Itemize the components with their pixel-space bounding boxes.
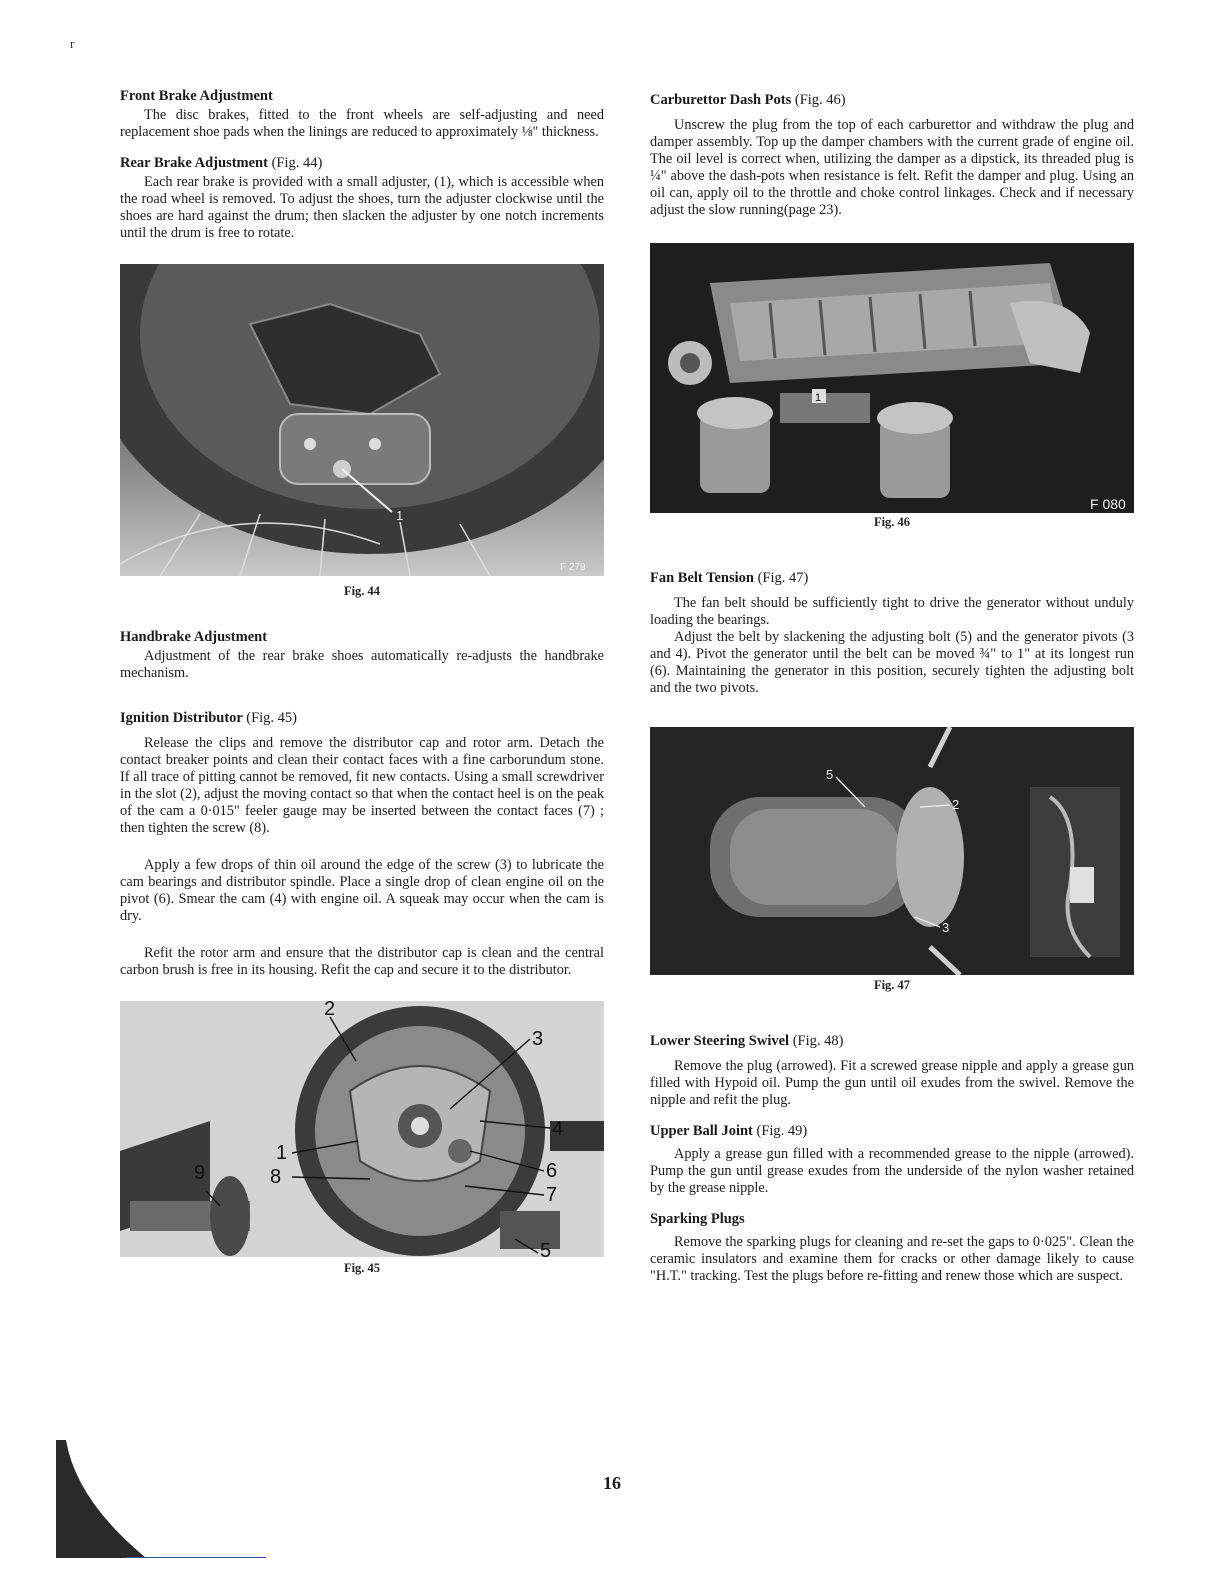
figure-caption: Fig. 46 [873, 515, 911, 529]
brake-drum-photo [120, 264, 604, 576]
generator-illustration [650, 727, 1134, 975]
figure-label: 6 [546, 1160, 558, 1182]
figure-label: 1 [396, 508, 404, 523]
section-body: Remove the sparking plugs for cleaning and re-set the gaps to 0·025". Clean the ceramic insulators and examine them for cracks or other damage likely to cause "H.T." tracking. Test the plugs before re-fitting and renew those which are suspect. [650, 1234, 1134, 1284]
figure-44 [120, 264, 604, 599]
section-upper-joint [650, 1123, 1134, 1197]
section-title: Fan Belt Tension (Fig. 47) [650, 570, 809, 586]
corner-mark: r [70, 36, 75, 51]
figure-caption: Fig. 47 [873, 978, 911, 992]
figure-label: 8 [270, 1166, 282, 1188]
figure-label: 5 [540, 1240, 552, 1257]
distributor-illustration [120, 1001, 604, 1257]
figure-45 [120, 1001, 604, 1276]
figure-label: 1 [276, 1142, 288, 1164]
section-ignition [120, 710, 604, 979]
figure-47 [650, 727, 1134, 993]
section-title: Sparking Plugs [650, 1211, 745, 1227]
section-body: The fan belt should be sufficiently tight to drive the generator without unduly loading the bearings. [650, 595, 1134, 628]
figure-label: 2 [324, 1001, 336, 1020]
section-title: Upper Ball Joint (Fig. 49) [650, 1123, 808, 1139]
distributor-photo [120, 1001, 604, 1257]
section-front-brake [120, 88, 604, 141]
figure-label: 4 [552, 1118, 564, 1140]
section-body: Apply a grease gun filled with a recommended grease to the nipple (arrowed). Pump the gun until grease exudes from the underside of the nylon washer retained by the grease nipple. [650, 1146, 1134, 1196]
section-title: Lower Steering Swivel (Fig. 48) [650, 1033, 844, 1049]
section-title: Carburettor Dash Pots (Fig. 46) [650, 92, 846, 108]
page-number: 16 [603, 1473, 621, 1493]
figure-label: 3 [942, 920, 950, 935]
figure-label: 5 [826, 767, 834, 782]
carburettor-illustration [650, 243, 1134, 513]
figure-code: F 080 [1090, 496, 1126, 512]
figure-label: 2 [952, 797, 960, 812]
section-body: The disc brakes, fitted to the front wheels are self-adjusting and need replacement shoe pads when the linings are reduced to approximately ⅛" thickness. [120, 107, 604, 140]
section-handbrake [120, 629, 604, 682]
generator-photo [650, 727, 1134, 975]
section-title: Handbrake Adjustment [120, 629, 268, 645]
section-carburettor [650, 92, 1134, 219]
figure-caption: Fig. 44 [343, 584, 381, 598]
section-title: Rear Brake Adjustment (Fig. 44) [120, 155, 323, 171]
bottom-rule [126, 1557, 266, 1558]
section-title: Front Brake Adjustment [120, 88, 273, 104]
figure-label: 9 [194, 1162, 206, 1184]
section-body: Release the clips and remove the distributor cap and rotor arm. Detach the contact breaker points and clean their contact faces with a fine carborundum stone. If all trace of pitting cannot be removed, fit new contacts. Using a small screwdriver in the slot (2), adjust the moving contact so that when the contact heel is on the peak of the cam a 0·015" feeler gauge may be inserted between the contact faces (7) ; then tighten the screw (8). [120, 735, 604, 836]
figure-code: F 279 [560, 562, 586, 573]
section-body: Adjust the belt by slackening the adjusting bolt (5) and the generator pivots (3 and 4). Pivot the generator until the belt can be moved ¾" to 1" at its longest run (6). Maintaining the generator in this position, securely tighten the adjusting bolt and the two pivots. [650, 629, 1134, 696]
figure-label: 1 [815, 392, 822, 404]
figure-label: 7 [546, 1184, 558, 1206]
section-fan-belt [650, 570, 1134, 697]
figure-46 [650, 243, 1134, 530]
section-lower-swivel [650, 1033, 1134, 1109]
carburettor-photo [650, 243, 1134, 513]
section-title: Ignition Distributor (Fig. 45) [120, 710, 297, 726]
right-column [650, 92, 1134, 1299]
section-body: Adjustment of the rear brake shoes automatically re-adjusts the handbrake mechanism. [120, 648, 604, 681]
section-body: Apply a few drops of thin oil around the edge of the screw (3) to lubricate the cam bearings and distributor spindle. Place a single drop of clean engine oil on the pivot (6). Smear the cam (4) with engine oil. A squeak may occur when the cam is dry. [120, 857, 604, 924]
figure-label: 3 [532, 1028, 544, 1050]
section-rear-brake [120, 155, 604, 242]
section-sparking-plugs [650, 1211, 1134, 1285]
section-body: Remove the plug (arrowed). Fit a screwed grease nipple and apply a grease gun filled with Hypoid oil. Pump the gun until oil exudes from the swivel. Remove the nipple and refit the plug. [650, 1058, 1134, 1108]
scan-edge-shadow [56, 1440, 146, 1560]
figure-caption: Fig. 45 [343, 1261, 381, 1275]
section-body: Unscrew the plug from the top of each carburettor and withdraw the plug and damper assembly. Top up the damper chambers with the current grade of engine oil. The oil level is correct when, utilizing the damper as a dipstick, its threaded plug is ¼" above the dash-pots when resistance is felt. Refit the damper and plug. Using an oil can, apply oil to the throttle and choke control linkages. Check and if necessary adjust the slow running(page 23). [650, 117, 1134, 218]
section-body: Each rear brake is provided with a small adjuster, (1), which is accessible when the road wheel is removed. To adjust the shoes, turn the adjuster clockwise until the shoes are hard against the drum; then slacken the adjuster by one notch increments until the drum is free to rotate. [120, 174, 604, 241]
left-column [120, 88, 604, 1276]
brake-drum-illustration [120, 264, 604, 576]
section-body: Refit the rotor arm and ensure that the distributor cap is clean and the central carbon brush is free in its housing. Refit the cap and secure it to the distributor. [120, 945, 604, 978]
